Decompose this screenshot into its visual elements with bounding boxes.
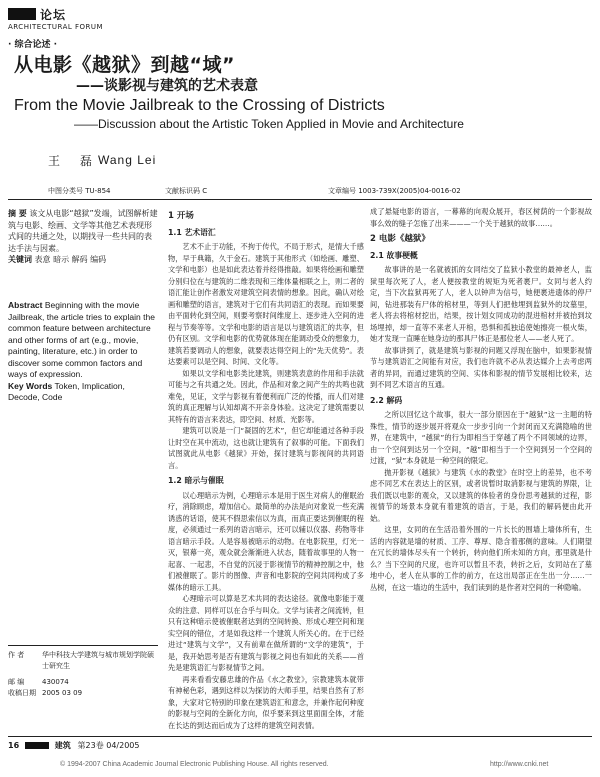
article-subtitle-en: ——Discussion about the Artistic Token Applied in Movie and Architecture (74, 117, 464, 131)
paragraph: 故事讲的是一名就被抓的女同结交了监狱小教堂的最神老人，监狱里每次死了人，老人便按教堂的规矩为死者裹尸。女同与老人约定，当下次监狱再死了人，老人以钟声为信号，她便裹进遗体的停尸间，钻进那装有尸体的棺材里，等到人们把他埋到监狱外的坟墓里，老人将去将棺材挖出，结果，按计划女同成功的混进棺材并被抬到坟场埋掉，却一直等不来老人开棺，恐惧和孤独追使她擦亮一根火柴，她才发现一直睡在她身边的那具尸体正是那位老人——老人死了。 (370, 265, 592, 343)
brand-subtitle: ARCHITECTURAL FORUM (8, 23, 104, 31)
body-column-1 (168, 206, 364, 736)
received-value: 2005 03 09 (42, 688, 83, 697)
abstract-label-cn: 摘 要 (8, 209, 27, 218)
author-info-divider (8, 645, 158, 646)
postcode-label: 邮 编 (8, 678, 25, 686)
section-tag: · 综合论述 · (8, 40, 58, 50)
heading-2-2: 2.2 解码 (370, 395, 403, 405)
author-affiliation-row (8, 650, 158, 671)
abstract-text-cn: 该文从电影“越狱”发端，试图解析建筑与电影、绘画、文学等其他艺术表现形式间的共通之处，以期找寻一些共同的表达手法与因素。 (8, 209, 158, 253)
article-title-cn: 从电影《越狱》到越“域” (14, 54, 235, 76)
heading-1: 1 开场 (168, 211, 194, 221)
source-url[interactable]: http://www.cnki.net (490, 761, 549, 768)
keywords-label-en: Key Words (8, 380, 53, 391)
heading-2: 2 电影《越狱》 (370, 234, 430, 244)
paragraph: 如果以文学和电影类比建筑，则建筑表意的作用和手法就可能与之有共通之处。因此，作品和对象之间产生的共鸣也就难免，见证，文学与影视有着便利而广泛的传播，而人们对建筑的真正理解与认知却离不开亲身体验。这决定了建筑需要以其特有的语言来表达，即空间、材质、光影等。 (168, 368, 364, 424)
postcode-row (8, 677, 158, 688)
paragraph: 建筑可以说是一门“凝固的艺术”，但它却能通过各种手段让时空在其中流动，这也就让建筑有了叙事的可能。下面我们试图就此从电影《越狱》开始，探讨建筑与影视间的共同语言。 (168, 426, 364, 470)
paragraph: 再来看看安藤忠雄的作品《水之教堂》，宗教建筑本就带有神秘色彩，遇到这样以为探访的大师手里，结果自然有了形象，大家对它特别的印象在建筑语汇和意念，并兼作起何种度的影视与空间的全新化方向，似乎要来到这里面面全体，才能在长达的到达而后成为了这样的建筑空间表情。 (168, 674, 364, 730)
header-divider (8, 199, 592, 200)
page-footer (8, 740, 140, 751)
keywords-cn: 表意 暗示 解码 编码 (34, 255, 107, 264)
author-info (8, 650, 158, 698)
abstract-cn (8, 208, 158, 266)
clc-number: 中图分类号 TU-854 (48, 187, 111, 195)
body-column-2 (370, 206, 592, 736)
footer-logo-block (25, 742, 49, 749)
paragraph: 抛开影视《越狱》与建筑《水的教堂》在时空上的差异，也不考虑不同艺术在表达上的区别，或者说暂时取消影视与建筑的界限，让我们既以电影的观众，又以建筑的体验者的身份思考越狱的过程，影视情节的场景本身就有着建筑的语言，于是，我们的解码便由此开始。 (370, 467, 592, 523)
abstract-text-en: Beginning with the movie Jailbreak, the article tries to explain the common feature between architecture and other forms of art (e.g., movie, painting, literature, etc.) in order to discover some common factors and ways of expression. (8, 300, 155, 379)
brand-title: 论坛 (40, 8, 67, 22)
author-affiliation-label: 作 者 (8, 651, 25, 659)
article-title-en: From the Movie Jailbreak to the Crossing of Districts (14, 97, 385, 114)
heading-1-2: 1.2 暗示与催眠 (168, 476, 224, 485)
postcode-value: 430074 (42, 678, 69, 686)
paragraph: 艺术不止于功能，不拘于传代，不局于形式，是情大千感物，早于典籍，久于金石。建筑于其他形式（如绘画、雕塑、文学和电影）也是如此表达着并经得推敲。如果将绘画和雕塑分别归位在与建筑的二维表现和三维体量相联之上，则二者的语汇能让创作者激发对建筑空间表情的想象。因此，确认对绘画和雕塑的语言，建筑对于它们有共同语汇的表现。而如果要由平面转化到空间，则要考察时间维度上、逐步进入空间的进程与节奏等等。文学和电影的语言是以与建筑语汇的共享，但仍有区别。文学和电影的优势就体现在能调动受众的想象力，建筑若要调动人的想象，就要表达得空间上的“先天优势”。表达要素可以是空间、时间、文化等。 (168, 242, 364, 366)
article-number: 文章编号 1003-739X(2005)04-0016-02 (328, 187, 461, 195)
issue-info: 第23卷 04/2005 (77, 741, 140, 750)
abstract-label-en: Abstract (8, 300, 43, 310)
received-row (8, 688, 158, 699)
received-label: 收稿日期 (8, 688, 36, 697)
author-name-cn: 王 磊 (48, 154, 100, 168)
paragraph: 心理暗示可以算是艺术共同的表达途径。就像电影能于观众的注意、同样可以在合乎与叫众。文学与读者之间流转，但只有这种暗示使被催眠者达到的空间转换、形成心理空间和现实空间的错位，才是如我这样一个建筑人所关心的。在于已经进过“建筑与文学”，又有前辈在做所谓的“文学的建筑”，于是，我开始思考是否有建筑与影视之间也有如此的关系——首先是建筑语汇与影视情节之间。 (168, 594, 364, 672)
doc-code: 文献标识码 C (165, 187, 208, 195)
author-affiliation-value: 华中科技大学建筑与城市规划学院硕士研究生 (42, 651, 154, 670)
heading-1-1: 1.1 艺术语汇 (168, 227, 216, 237)
paragraph: 这里，女同的在生活沿着外围的一片长长的围墙上墙体所有，生活的内容就是墙的材质、工序、尊厚、隐含着那侧的意味。人们期望在冗长的墙体尽头有一个转折，转向他们所未知的方向，那里就是什么？当下空间的尺度，也许可以暂且不表，转折之后，女同站在了墓地中心，老人在从事的工作的前方，在这出局部正在生出一分……一丛树，在这一墙边的生活中，我们读到的是作者对空间的一种隐喻。 (370, 525, 592, 592)
brand-logo-block (8, 8, 36, 20)
copyright-notice: © 1994-2007 China Academic Journal Electronic Publishing House. All rights reserved. (60, 761, 329, 768)
abstract-en (8, 300, 158, 404)
keywords-en: Token, Implication, Decode, Code (8, 380, 125, 402)
article-subtitle-cn: ——谈影视与建筑的艺术表意 (76, 78, 258, 94)
paragraph-continued: 成了悬疑电影的语言，一幕幕的向观众展开，春区树荫的一个影视故事么效的缝子怎施了出来———一个关于越狱的故事……。 (370, 207, 592, 228)
journal-name: 建筑 (54, 741, 71, 750)
author-name-en: Wang Lei (98, 153, 157, 167)
paragraph: 故事讲到了，就是建筑与影视的问题又浮现在脑中，如果影视情节与建筑语汇之间能有对应，我们也许就不必从表达媒介上去考虑两者的异同，而通过建筑的空间、实体和影视的情节发展相比较来，达到不同艺术语言的互通。 (370, 345, 592, 389)
paragraph: 之所以回忆这个故事，很大一部分原因在于“越狱”这一主题的特殊性，情节的逐步展开将观众一步步引向一个封闭而又充满隐喻的世界，在建筑中，“越狱”的行为即相当于穿越了两个不同领域的边界，由一个空间到达另一个空间，“越”即相当于一个空间到另一个空间的过渡，“狱”本身就是一种空间的限定。 (370, 410, 592, 465)
paragraph: 以心理暗示为例，心理暗示本是用于医生对病人的催眠治疗，消除顾虑，增加信心。最简单的办法是向对象说一些充满诱惑的话语，使其不假思索信以为真，而真正要达到催眠的程度，必须通过一系列的语言暗示，还可以辅以仪器、药物等非语言暗示手段。人是容易被暗示的动物。在电影院里，灯光一灭，银幕一亮，观众就会渐渐进入状态，随着故事里的人物一起喜、一起悲，不自觉的沉浸于影视情节的精神控制之中，他们被催眠了。影片的图像、声音和电影院的空间共同构成了多媒体的暗示工具。 (168, 490, 364, 592)
footer-divider (8, 736, 592, 737)
page-number: 16 (8, 741, 20, 750)
heading-2-1: 2.1 故事梗概 (370, 250, 418, 260)
keywords-label-cn: 关键词 (8, 255, 32, 264)
